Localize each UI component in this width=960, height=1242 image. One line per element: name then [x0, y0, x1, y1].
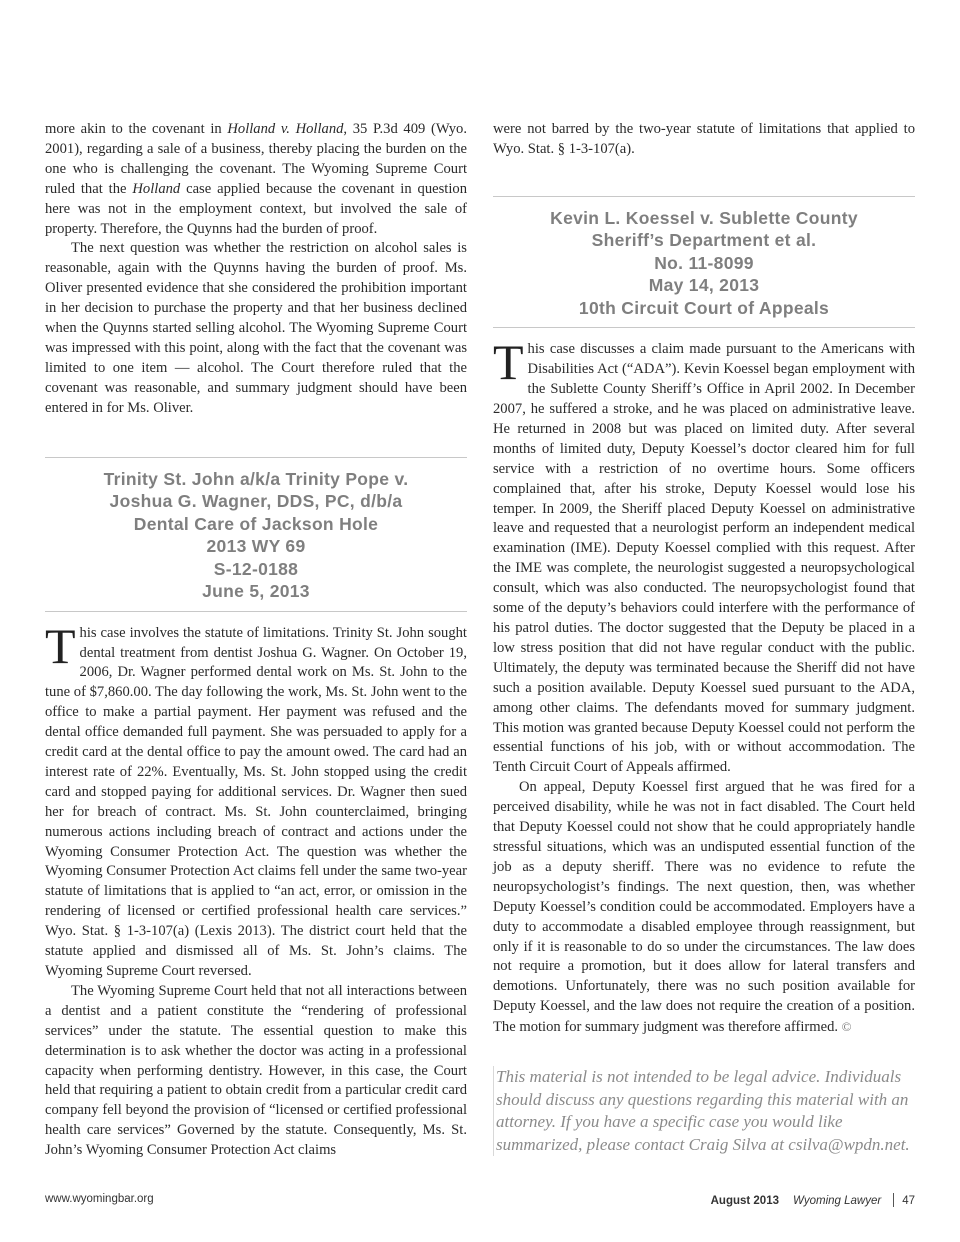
page-number: 47 — [902, 1195, 915, 1207]
paragraph-st-john-holding: The Wyoming Supreme Court held that not all interactions between a dentist and a patient constitute the “rendering of professional services” under the statute. The essential question to make this determination is to ask whether the doctor was acting in a professional capacity when performing dentistry. However, in this case, the Court held that requiring a patient to obtain credit from a particular credit card company fell beyond the provision of “licensed or certified professional health care services” Governed by the statute. Consequently, Ms. St. John’s Wyoming Consumer Protection Act claims — [45, 982, 467, 1159]
case-docket-line: No. 11-8099 — [654, 252, 754, 273]
footer-divider — [893, 1193, 894, 1207]
footer-website: www.wyomingbar.org — [45, 1193, 154, 1205]
right-column — [493, 120, 915, 1156]
paragraph-st-john-intro: This case involves the statute of limitations. Trinity St. John sought dental treatment from dentist Joshua G. Wagner. On October 19, 2006, Dr. Wagner performed dental work on Ms. St. John to the tune of $7,860.00. The day following the work, Ms. St. John went to the office to make a partial payment. Her payment was refused and the dental office demanded full payment. She was persuaded to apply for a credit card at the dental office to pay the amount owed. The card had an interest rate of 22%. Eventually, Ms. St. John stopped using the credit card and stopped paying for additional services. Dr. Wagner then sued her for breach of contract. Ms. St. John counterclaimed, bringing numerous actions including breach of contract and actions under the Wyoming Consumer Protection Act. The question was whether the Wyoming Consumer Protection Act claims fell under the same two-year statute of limitations that is applied to “an act, error, or omission in the rendering of licensed or certified professional health care services.” Wyo. Stat. § 1-3-107(a) (Lexis 2013). The district court held that the statute applied and dismissed all of Ms. St. John’s claims. The Wyoming Supreme Court reversed. — [45, 617, 467, 979]
case-title-line: Joshua G. Wagner, DDS, PC, d/b/a — [109, 491, 403, 512]
case-date-line: June 5, 2013 — [202, 581, 310, 602]
paragraph-holland: more akin to the covenant in Holland v. Holland, 35 P.3d 409 (Wyo. 2001), regarding a sale of a business, thereby placing the burden on the one who is challenging the covenant. The Wyoming Supreme Court ruled that the Holland case applied because the covenant in question here was not in the employment context, but involved the sale of property. Therefore, the Quynns had the burden of proof. — [45, 121, 467, 237]
case-title-line: Sheriff’s Department et al. — [591, 230, 817, 251]
paragraph-alcohol: The next question was whether the restriction on alcohol sales is reasonable, again with the Quynns having the burden of proof. Ms. Oliver presented evidence that she considered the prohibition important in her decision to purchase the property and that her business declined when the Quynns started selling alcohol. The Wyoming Supreme Court was impressed with this point, along with the fact that the covenant was limited to one item — alcohol. The Court therefore ruled that the covenant was reasonable, and summary judgment should have been entered in for Ms. Oliver. — [45, 240, 467, 416]
case-citation: Holland v. Holland — [227, 121, 344, 137]
case-citation-line: 2013 WY 69 — [206, 536, 306, 557]
case-header-koessel — [493, 196, 915, 329]
case-court-line: 10th Circuit Court of Appeals — [578, 297, 830, 318]
magazine-name: Wyoming Lawyer — [793, 1195, 882, 1207]
left-column — [45, 120, 467, 1161]
end-mark-icon: © — [841, 1019, 852, 1035]
case-citation: Holland — [132, 180, 181, 197]
case-date-line: May 14, 2013 — [648, 275, 760, 296]
footer-issue — [711, 1193, 915, 1207]
paragraph-koessel-intro: This case discusses a claim made pursuant to the Americans with Disabilities Act (“ADA”). Kevin Koessel began employment with the Sublette County Sheriff’s Office in April 2002. In December 2007, he suffered a stroke, and he was placed on administrative leave. He returned in 2008 but was placed on limited duty. After several months of limited duty, Deputy Koessel’s doctor cleared him for full service with a restriction of no overtime hours. Some officers complained that, after his stroke, Deputy Koessel would lose his temper. In 2009, the Sheriff placed Deputy Koessel on administrative leave and requested that a neurologist perform an independent medical examination (IME). Deputy Koessel complied with this request. After the IME was complete, the neurologist suggested a neuropsychological consult, which was also conducted. The neuropsychologist found that some of the deputy’s behaviors could interfere with the performance of his patrol duties. The doctor suggested that the Deputy be placed in a low stress position that did not have regular conduct with the public. Ultimately, the deputy was terminated because the Sheriff did not have such a position available. Deputy Koessel sued pursuant to the ADA, among other claims. The defendants moved for summary judgment. This motion was granted because Deputy Koessel could not perform the essential functions of his job, with or without accommodation. The Tenth Circuit Court of Appeals affirmed. — [493, 334, 915, 776]
case-title-line: Trinity St. John a/k/a Trinity Pope v. — [103, 468, 409, 489]
case-title-line: Kevin L. Koessel v. Sublette County — [550, 207, 858, 228]
legal-disclaimer: This material is not intended to be legal advice. Individuals should discuss any questions regarding this material with an attorney. If you have a specific case you would like summarized, please contact Craig Silva at csilva@wpdn.net. — [493, 1066, 915, 1156]
paragraph-koessel-appeal: On appeal, Deputy Koessel first argued that he was fired for a perceived disability, while he was not in fact disabled. The Court held that Deputy Koessel could not show that he could appropriately handle stressful situations, which was an undisputed essential function of the job as a deputy sheriff. There was no evidence to refute the neuropsychologist’s findings. The next question, then, was whether Deputy Koessel’s condition could be accommodated. Employers have a duty to accommodate a disabled employee through reassignment, but only if it is reasonable to do so under the circumstances. The law does not require a promotion, but it does allow for lateral transfers and demotions. Unfortunately, there was no such position available for Deputy Koessel, and the law does not require the creation of a position. The motion for summary judgment was therefore affirmed. © — [493, 779, 915, 1036]
paragraph-continuation: were not barred by the two-year statute of limitations that applied to Wyo. Stat. § 1-3-107(a). — [493, 121, 915, 157]
case-header-st-john — [45, 457, 467, 612]
case-docket-line: S-12-0188 — [213, 558, 299, 579]
case-title-line: Dental Care of Jackson Hole — [133, 513, 379, 534]
issue-date: August 2013 — [710, 1195, 779, 1207]
